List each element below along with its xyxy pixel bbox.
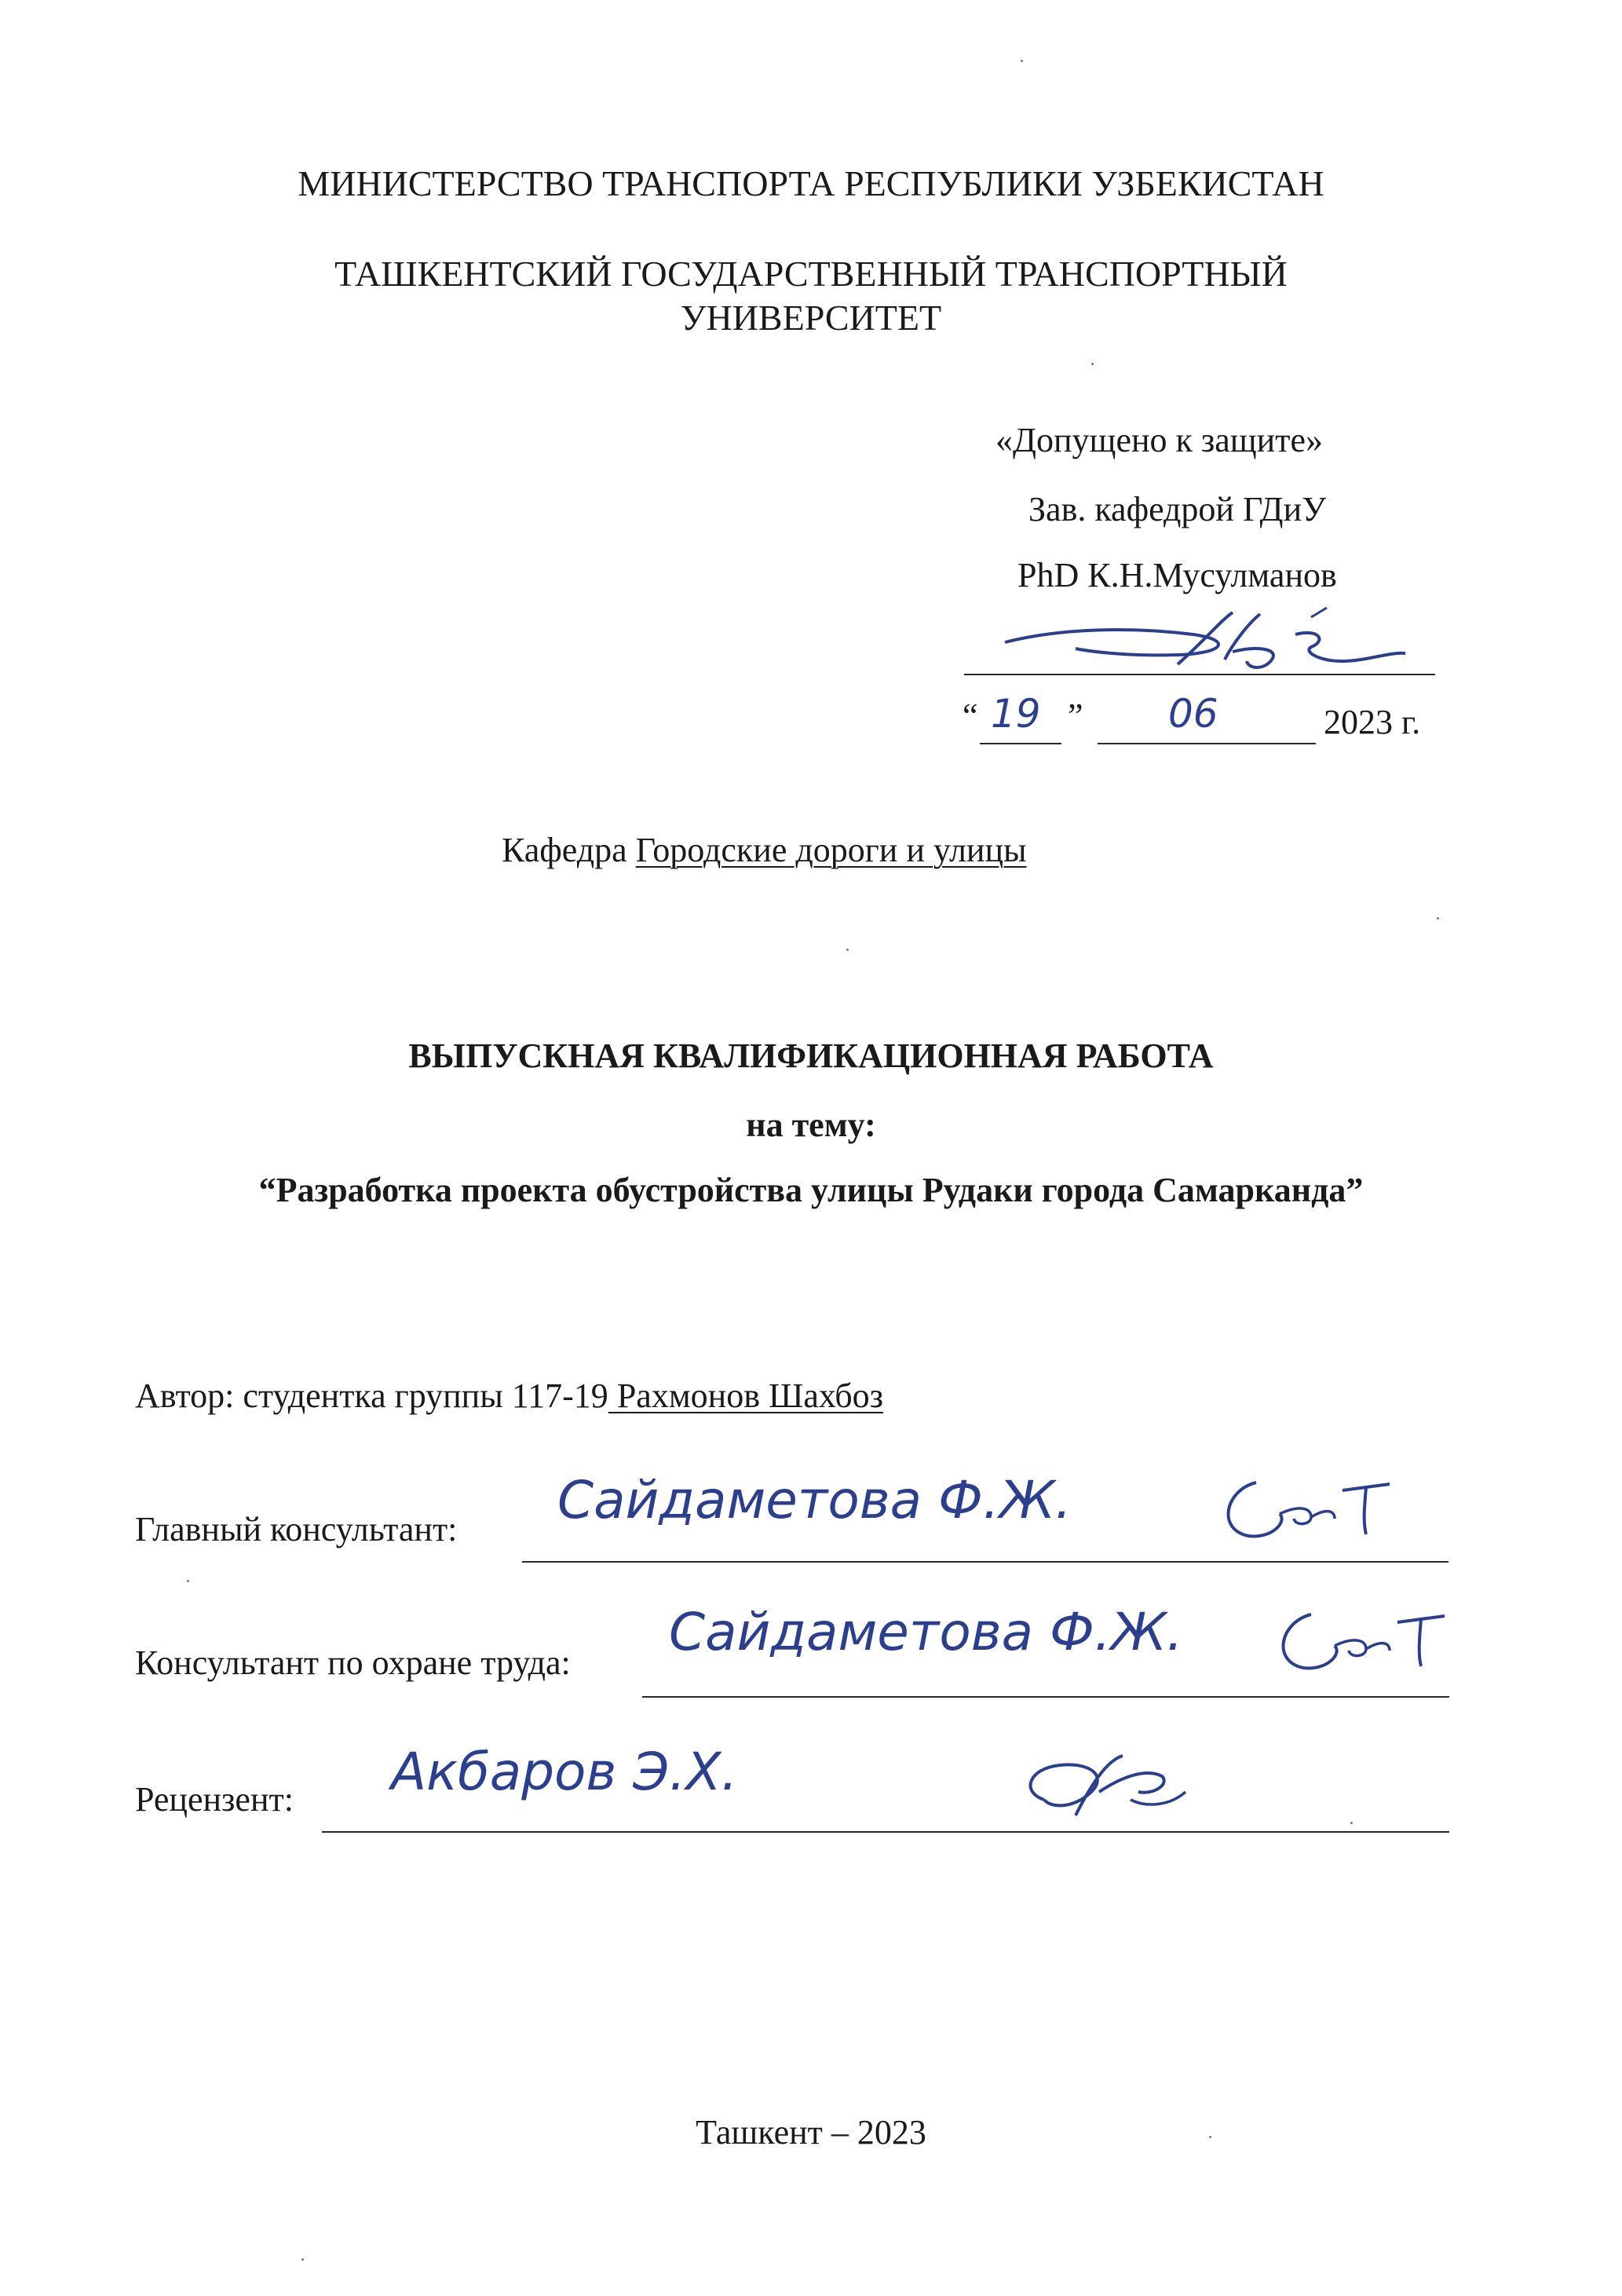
scan-speck [1091, 363, 1094, 365]
scan-speck [1350, 1822, 1353, 1824]
department-name: Городские дороги и улицы [635, 831, 1027, 869]
date-month-line [1098, 743, 1316, 744]
reviewer-handwritten-name: Акбаров Э.Х. [391, 1742, 738, 1802]
reviewer-signature-icon [1013, 1745, 1201, 1831]
admitted-to-defense: «Допущено к защите» [995, 421, 1323, 459]
reviewer-line [322, 1831, 1449, 1833]
chief-consultant-line [522, 1561, 1448, 1563]
thesis-topic: “Разработка проекта обустройства улицы Рудаки города Самарканда” [258, 1171, 1364, 1209]
work-type-title: ВЫПУСКНАЯ КВАЛИФИКАЦИОННАЯ РАБОТА [408, 1036, 1214, 1075]
reviewer-label: Рецензент: [135, 1780, 294, 1819]
scan-speck [1209, 2136, 1211, 2138]
ministry-heading: МИНИСТЕРСТВО ТРАНСПОРТА РЕСПУБЛИКИ УЗБЕКИСТАН [298, 163, 1324, 203]
department-head-name: PhD К.Н.Мусулманов [1017, 556, 1337, 594]
scan-speck [1437, 917, 1439, 919]
date-day-line [980, 743, 1061, 744]
head-signature-icon [997, 597, 1437, 683]
safety-consultant-handwritten-name: Сайдаметова Ф.Ж. [669, 1602, 1183, 1662]
chief-consultant-label: Главный консультант: [135, 1510, 458, 1548]
chief-consultant-handwritten-name: Сайдаметова Ф.Ж. [557, 1470, 1072, 1530]
department-label: Кафедра [502, 831, 627, 869]
chief-consultant-signature-icon [1209, 1467, 1397, 1545]
date-close-quote: ” [1068, 696, 1083, 735]
date-open-quote: “ [963, 696, 978, 735]
date-month: 06 [1168, 691, 1218, 737]
author-name: Рахмонов Шахбоз [608, 1377, 883, 1415]
date-day: 19 [991, 691, 1041, 737]
scan-speck [846, 949, 849, 951]
scan-speck [1021, 60, 1023, 62]
department-head-position: Зав. кафедрой ГДиУ [1028, 490, 1327, 528]
head-signature-line [964, 674, 1435, 675]
university-heading-line2: УНИВЕРСИТЕТ [680, 298, 942, 338]
scan-speck [301, 2258, 304, 2261]
safety-consultant-label: Консультант по охране труда: [135, 1643, 571, 1682]
topic-prefix: на тему: [746, 1106, 876, 1144]
department-line [502, 830, 1027, 870]
author-label: Автор: студентка группы 117-19 [135, 1377, 608, 1415]
university-heading-line1: ТАШКЕНТСКИЙ ГОСУДАРСТВЕННЫЙ ТРАНСПОРТНЫЙ [334, 254, 1288, 294]
scan-speck [187, 1580, 189, 1582]
author-line [135, 1376, 883, 1416]
safety-consultant-signature-icon [1264, 1599, 1452, 1677]
safety-consultant-line [642, 1696, 1449, 1698]
date-year: 2023 г. [1324, 703, 1421, 741]
city-year-footer: Ташкент – 2023 [696, 2113, 926, 2152]
